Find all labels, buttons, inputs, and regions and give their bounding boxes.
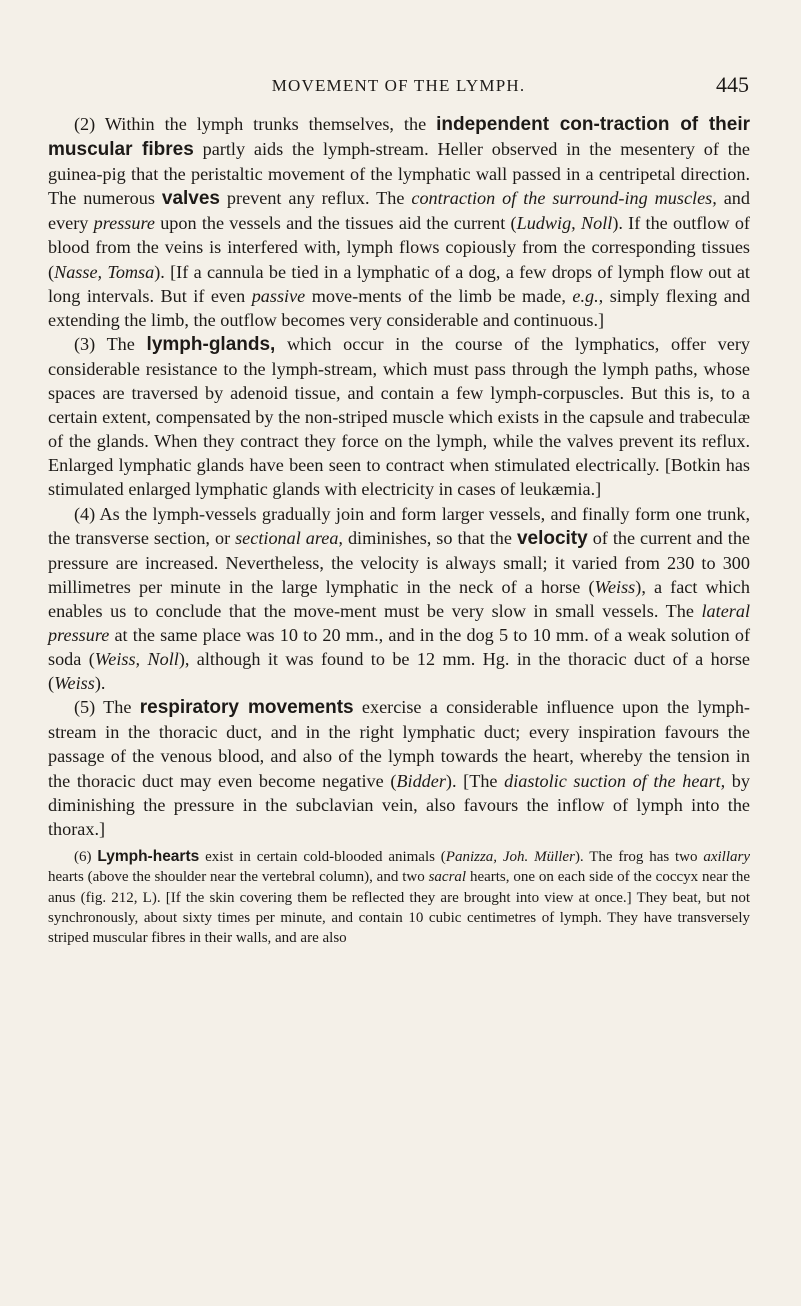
text-run: which occur in the course of the lymphatics, offer very considerable resistance to the lymph-stream, which must pass through the lymph paths, whose spaces are traversed by adenoid tissue, and contain a few lymph-corpuscles. But this is, to a certain extent, compensated by the non-striped muscle which exists in the capsule and trabeculæ of the glands. When they contract they force on the lymph, while the valves prevent its reflux. Enlarged lymphatic glands have been seen to contract when stimulated electrically. [Botkin has stimulated enlarged lymphatic glands with electricity in cases of leukæmia.] — [48, 333, 750, 500]
text-run: upon the vessels and the tissues aid the current ( — [154, 213, 517, 234]
text-run: hearts, one on each side of the coccyx near the anus (fig. 212, L). [If the skin covering them be reflected they are brought into view at once.] They beat, but not synchronously, about sixty times per minute, and contain 10 cubic centimetres of lymph. They have transversely striped muscular fibres in their walls, and are also — [48, 869, 750, 947]
text-run: (6) — [74, 848, 98, 865]
italic-citation: Weiss — [54, 673, 95, 694]
italic-term: pressure — [93, 213, 155, 234]
italic-term: diastolic suction of the heart, — [504, 770, 726, 791]
text-run: ), although it was found to be 12 mm. Hg. in the thoracic duct of a horse ( — [48, 649, 750, 694]
text-run: at the same place was 10 to 20 mm., and in the dog 5 to 10 mm. of a weak solution of soda ( — [48, 624, 750, 670]
text-run: (3) The — [74, 333, 147, 354]
paragraph-4 — [48, 502, 750, 696]
text-run: hearts (above the shoulder near the vertebral column), and two — [48, 869, 429, 886]
highlight-term: independent con-traction of their muscular fibres — [48, 114, 750, 161]
text-run: exercise a considerable influence upon the lymph-stream in the thoracic duct, and in the right lymphatic duct; every inspiration favours the passage of the venous blood, and also of the lymph towards the heart, whereby the tension in the thoracic duct may even become negative ( — [48, 697, 750, 791]
italic-term: sacral — [428, 869, 467, 886]
paragraph-5 — [48, 695, 750, 841]
text-run: diminishes, so that the — [342, 527, 517, 548]
italic-term: e.g., — [572, 285, 604, 306]
paragraph-3 — [48, 332, 750, 502]
italic-term: passive — [251, 285, 306, 306]
text-run: (2) Within the lymph trunks themselves, the — [74, 114, 437, 134]
text-run: of the current and the pressure are increased. Nevertheless, the velocity is always small; it varied from 230 to 300 millimetres per minute in the large lymphatic in the neck of a horse ( — [48, 527, 750, 597]
text-run: ). The frog has two — [574, 848, 704, 865]
text-run: ). — [94, 673, 106, 694]
text-run: move-ments of the limb be made, — [305, 285, 573, 306]
text-run: ). If the outflow of blood from the veins is interfered with, lymph flows copiously from the corresponding tissues ( — [48, 213, 750, 282]
text-run: ). [The — [445, 770, 505, 791]
paragraph-2 — [48, 112, 750, 332]
page-number: 445 — [716, 72, 749, 97]
body-text — [48, 112, 750, 949]
italic-term: lateral pressure — [48, 600, 750, 645]
paragraph-6-small-print — [48, 847, 750, 949]
text-run: by diminishing the pressure in the subclavian vein, also favours the inflow of lymph into the thorax.] — [48, 770, 750, 839]
highlight-term: lymph-glands, — [146, 333, 276, 355]
italic-citation: Weiss — [594, 576, 636, 597]
highlight-term: Lymph-hearts — [97, 847, 200, 865]
highlight-term: respiratory movements — [139, 697, 354, 719]
italic-term: axillary — [703, 848, 750, 865]
italic-citation: Ludwig, Noll — [516, 213, 613, 234]
italic-term: sectional area, — [235, 527, 343, 548]
italic-citation: Bidder — [396, 770, 446, 791]
text-run: ), a fact which enables us to conclude that the move-ment must be very slow in small vessels. The — [48, 576, 750, 621]
text-run: simply flexing and extending the limb, the outflow becomes very considerable and continuous.] — [48, 285, 750, 330]
text-run: partly aids the lymph-stream. Heller observed in the mesentery of the guinea-pig that the peristaltic movement of the lymphatic wall passed in a centripetal direction. The numerous — [48, 139, 751, 209]
italic-citation: Weiss, Noll — [94, 649, 179, 670]
running-head — [48, 72, 749, 96]
highlight-term: velocity — [516, 527, 588, 549]
text-run: (5) The — [74, 697, 140, 718]
running-head-title: MOVEMENT OF THE LYMPH. — [271, 76, 526, 95]
highlight-term: valves — [161, 188, 220, 210]
italic-term: contraction of the surround-ing muscles, — [411, 188, 717, 209]
italic-citation: Nasse, Tomsa — [54, 261, 155, 282]
text-run: ). [If a cannula be tied in a lymphatic of a dog, a few drops of lymph flow out at long intervals. But if even — [48, 261, 750, 306]
text-run: prevent any reflux. The — [220, 188, 412, 209]
text-run: and every — [48, 188, 750, 234]
text-run: exist in certain cold-blooded animals ( — [199, 848, 446, 865]
italic-citation: Panizza, Joh. Müller — [445, 848, 575, 865]
text-run: (4) As the lymph-vessels gradually join and form larger vessels, and finally form one trunk, the transverse section, or — [48, 503, 750, 548]
